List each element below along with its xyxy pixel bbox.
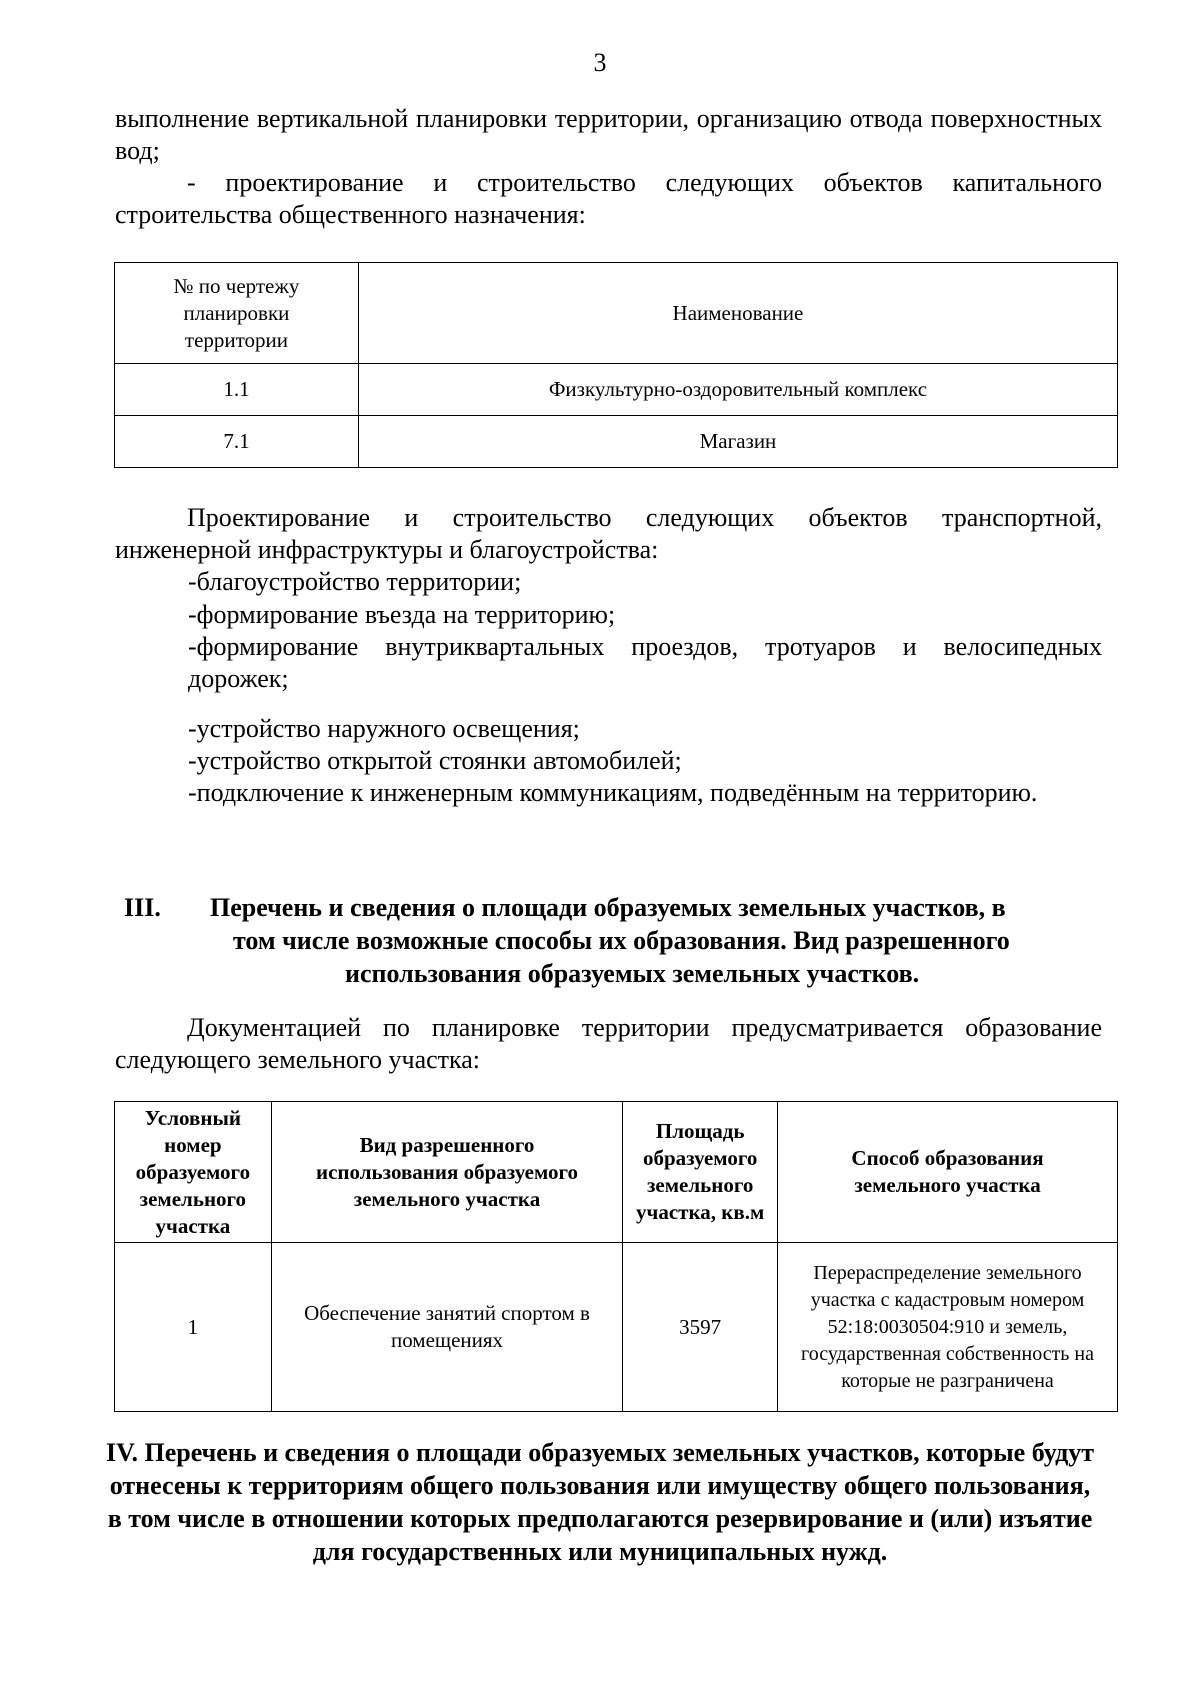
section-3-title-line-1: Перечень и сведения о площади образуемых земельных участков, в (210, 893, 1006, 922)
list-item: -устройство открытой стоянки автомобилей; (188, 746, 682, 775)
land-plots-cell-number: 1 (115, 1243, 272, 1412)
page-number: 3 (593, 48, 607, 77)
section-3-number: III. (124, 893, 161, 922)
land-plots-header-method: Способ образования земельного участка (778, 1102, 1118, 1243)
land-plots-table (114, 1101, 1118, 1412)
land-plots-cell-method: Перераспределение земельного участка с кадастровым номером 52:18:0030504:910 и земель, государственная собственность на которые не разграничена (778, 1243, 1118, 1412)
list-item: -устройство наружного освещения; (188, 714, 580, 743)
list-item: -подключение к инженерным коммуникациям, подведённым на территорию. (188, 778, 1038, 807)
land-plots-header-use: Вид разрешенного использования образуемого земельного участка (271, 1102, 623, 1243)
table-row (115, 1243, 1118, 1412)
intro-paragraph-2: - проектирование и строительство следующих объектов капитального строительства общественного назначения: (115, 168, 1102, 229)
infra-intro-paragraph: Проектирование и строительство следующих объектов транспортной, инженерной инфраструктуры и благоустройства: (115, 503, 1102, 564)
section-3-title-line-3: использования образуемых земельных участков. (345, 959, 920, 988)
section-3-paragraph: Документацией по планировке территории предусматривается образование следующего земельного участка: (115, 1013, 1102, 1074)
objects-table (114, 262, 1118, 468)
list-item: -формирование внутриквартальных проездов, тротуаров и велосипедных дорожек; (188, 632, 1102, 693)
list-item: -благоустройство территории; (188, 567, 522, 596)
land-plots-table-header-row (115, 1102, 1118, 1243)
land-plots-cell-area: 3597 (623, 1243, 778, 1412)
intro-paragraph-1: выполнение вертикальной планировки территории, организацию отвода поверхностных вод; (115, 104, 1102, 165)
objects-table-cell-number: 7.1 (115, 416, 359, 468)
table-row (115, 416, 1118, 468)
land-plots-header-area: Площадь образуемого земельного участка, кв.м (623, 1102, 778, 1243)
objects-table-cell-number: 1.1 (115, 364, 359, 416)
objects-table-cell-name: Физкультурно-оздоровительный комплекс (358, 364, 1117, 416)
section-4-heading: IV. Перечень и сведения о площади образуемых земельных участков, которые будут отнесены к территориям общего пользования или имуществу общего пользования, в том числе в отношении которых предполагаются резервирование и (или) изъятие для государственных или муниципальных нужд. (105, 1438, 1094, 1566)
objects-table-cell-name: Магазин (358, 416, 1117, 468)
table-row (115, 364, 1118, 416)
objects-table-header-row (115, 263, 1118, 364)
objects-table-header-number: № по чертежу планировки территории (115, 263, 359, 364)
land-plots-header-number: Условный номер образуемого земельного участка (115, 1102, 272, 1243)
objects-table-header-name: Наименование (358, 263, 1117, 364)
section-3-title-line-2: том числе возможные способы их образования. Вид разрешенного (233, 926, 1010, 955)
land-plots-cell-use: Обеспечение занятий спортом в помещениях (271, 1243, 623, 1412)
list-item: -формирование въезда на территорию; (188, 600, 616, 629)
